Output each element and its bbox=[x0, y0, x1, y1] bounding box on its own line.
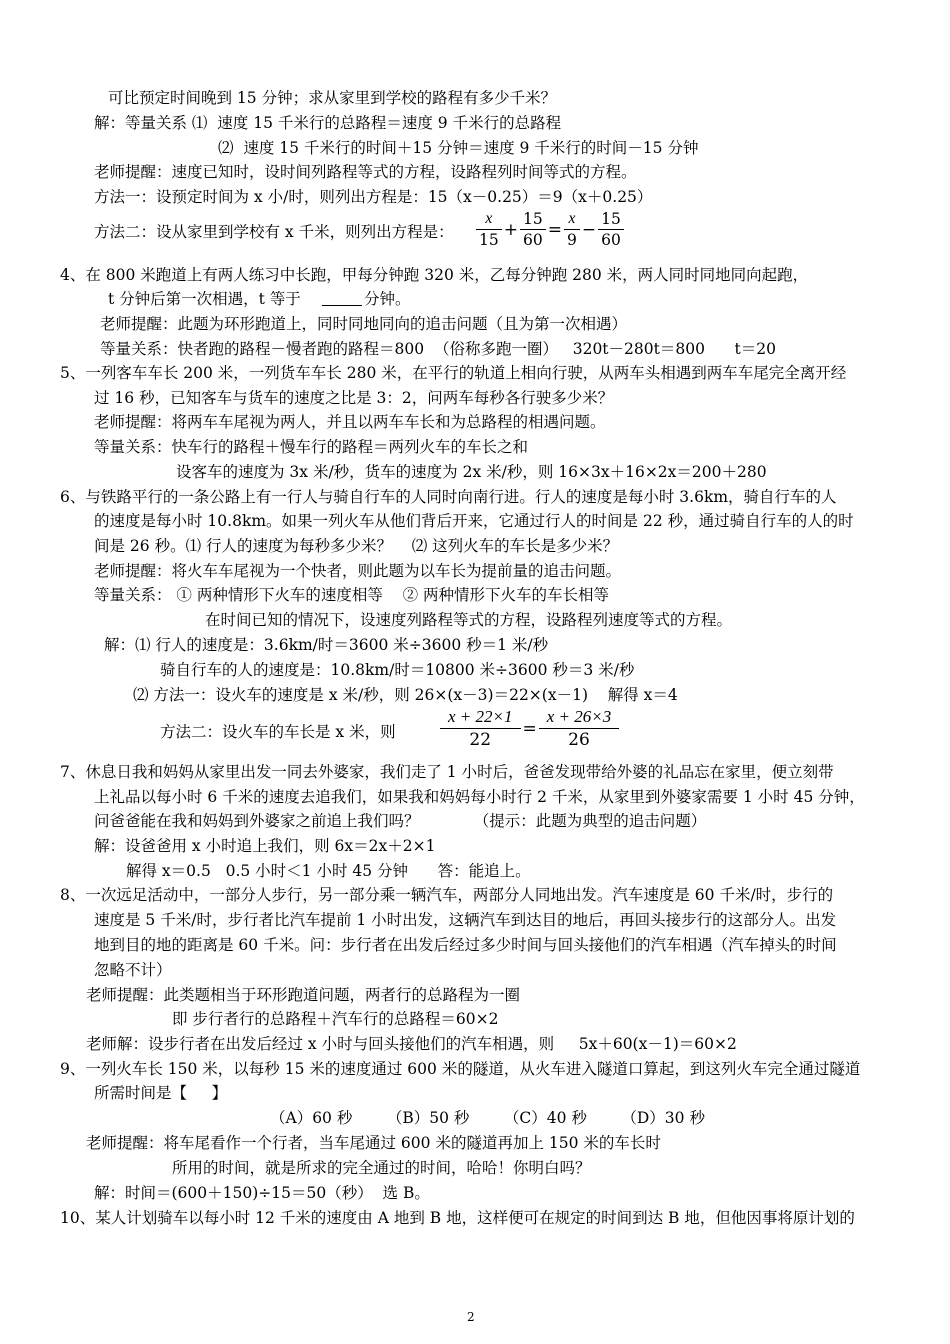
text-line: 等量关系：快车行的路程＋慢车行的路程＝两列火车的车长之和 bbox=[94, 438, 529, 456]
text-line: ⑵ 方法一：设火车的速度是 x 米/秒，则 26×(x－3)＝22×(x－1) 解得 x＝4 bbox=[133, 686, 678, 704]
equation-fraction: $\frac{x + 22\times 1}{22}$ = $\frac{x + 26\times 3}{26}$ bbox=[438, 706, 621, 751]
text-line: 方法一：设预定时间为 x 小/时，则列出方程是：15（x－0.25）＝9（x＋0.25） bbox=[94, 188, 653, 206]
text-line: 解：⑴ 行人的速度是：3.6km/时＝3600 米÷3600 秒＝1 米/秒 bbox=[104, 636, 549, 654]
text-line: 可比预定时间晚到 15 分钟；求从家里到学校的路程有多少千米？ bbox=[108, 89, 557, 107]
question-6: 6、与铁路平行的一条公路上有一行人与骑自行车的人同时向南行进。行人的速度是每小时 3.6km，骑自行车的人 bbox=[60, 488, 837, 506]
text-line: 骑自行车的人的速度是：10.8km/时＝10800 米÷3600 秒＝3 米/秒 bbox=[160, 661, 635, 679]
text-line: 上礼品以每小时 6 千米的速度去追我们，如果我和妈妈每小时行 2 千米，从家里到外婆家需要 1 小时 45 分钟， bbox=[94, 788, 865, 806]
text-line: 解得 x＝0.5 0.5 小时＜1 小时 45 分钟 答：能追上。 bbox=[126, 862, 531, 880]
teacher-hint: 老师提醒：将车尾看作一个行者，当车尾通过 600 米的隧道再加上 150 米的车长时 bbox=[86, 1134, 661, 1152]
text-line: 过 16 秒，已知客车与货车的速度之比是 3：2，问两车每秒各行驶多少米？ bbox=[94, 389, 614, 407]
teacher-hint: 老师提醒：速度已知时，设时间列路程等式的方程，设路程列时间等式的方程。 bbox=[94, 163, 637, 181]
question-9: 9、一列火车长 150 米，以每秒 15 米的速度通过 600 米的隧道，从火车进入隧道口算起，到这列火车完全通过隧道 bbox=[60, 1060, 861, 1078]
text-line: 分钟。 bbox=[364, 290, 411, 308]
text-line: 的速度是每小时 10.8km。如果一列火车从他们背后开来，它通过行人的时间是 22 秒，通过骑自行车的人的时 bbox=[94, 512, 854, 530]
question-8: 8、一次远足活动中，一部分人步行，另一部分乘一辆汽车，两部分人同地出发。汽车速度是 60 千米/时，步行的 bbox=[60, 886, 834, 904]
text-line: 忽略不计） bbox=[94, 961, 172, 979]
text-line: 解：时间＝(600＋150)÷15＝50（秒） 选 B。 bbox=[94, 1184, 430, 1202]
text-line: 老师解：设步行者在出发后经过 x 小时与回头接他们的汽车相遇，则 5x＋60(x－1)＝60×2 bbox=[86, 1035, 737, 1053]
equation-fraction: $\frac{x}{15}$ + $\frac{15}{60}$ = $\frac{x}{9}$ − $\frac{15}{60}$ bbox=[474, 209, 626, 250]
text-line: 等量关系：快者跑的路程－慢者跑的路程＝800 （俗称多跑一圈） 320t－280t＝800 t＝20 bbox=[100, 340, 776, 358]
question-4: 4、在 800 米跑道上有两人练习中长跑，甲每分钟跑 320 米，乙每分钟跑 280 米，两人同时同地同向起跑， bbox=[60, 266, 809, 284]
text-line: 在时间已知的情况下，设速度列路程等式的方程，设路程列速度等式的方程。 bbox=[205, 611, 733, 629]
text-line: 方法二：设火车的车长是 x 米，则 bbox=[160, 723, 396, 741]
question-7: 7、休息日我和妈妈从家里出发一同去外婆家，我们走了 1 小时后，爸爸发现带给外婆的礼品忘在家里，便立刻带 bbox=[60, 763, 834, 781]
answer-options: （A）60 秒 （B）50 秒 （C）40 秒 （D）30 秒 bbox=[270, 1109, 705, 1127]
text-line: 所用的时间，就是所求的完全通过的时间，哈哈！你明白吗？ bbox=[172, 1159, 591, 1177]
text-line: 设客车的速度为 3x 米/秒，货车的速度为 2x 米/秒，则 16×3x＋16×2x＝200＋280 bbox=[176, 463, 767, 481]
text-line: 即 步行者行的总路程＋汽车行的总路程＝60×2 bbox=[172, 1010, 499, 1028]
question-10: 10、某人计划骑车以每小时 12 千米的速度由 A 地到 B 地，这样便可在规定的时间到达 B 地，但他因事将原计划的 bbox=[60, 1209, 855, 1227]
text-line: 速度是 5 千米/时，步行者比汽车提前 1 小时出发，这辆汽车到达目的地后，再回头接步行的这部分人。出发 bbox=[94, 911, 837, 929]
text-line: t 分钟后第一次相遇，t 等于 bbox=[108, 290, 301, 308]
page-number: 2 bbox=[467, 1310, 475, 1324]
text-line: 间是 26 秒。⑴ 行人的速度为每秒多少米？ ⑵ 这列火车的车长是多少米？ bbox=[94, 537, 619, 555]
answer-blank bbox=[322, 305, 362, 306]
text-line: 地到目的地的距离是 60 千米。问：步行者在出发后经过多少时间与回头接他们的汽车相遇（汽车掉头的时间 bbox=[94, 936, 837, 954]
text-line: 方法二：设从家里到学校有 x 千米，则列出方程是： bbox=[94, 223, 454, 241]
text-line: 所需时间是【 】 bbox=[94, 1084, 228, 1102]
text-line: 问爸爸能在我和妈妈到外婆家之前追上我们吗？ （提示：此题为典型的追击问题） bbox=[94, 812, 707, 830]
teacher-hint: 老师提醒：此类题相当于环形跑道问题，两者行的总路程为一圈 bbox=[86, 986, 521, 1004]
text-line: ⑵ 速度 15 千米行的时间＋15 分钟＝速度 9 千米行的时间－15 分钟 bbox=[218, 139, 699, 157]
teacher-hint: 老师提醒：将两车车尾视为两人，并且以两车车长和为总路程的相遇问题。 bbox=[94, 413, 606, 431]
text-line: 等量关系： ① 两种情形下火车的速度相等 ② 两种情形下火车的车长相等 bbox=[94, 586, 609, 604]
teacher-hint: 老师提醒：将火车车尾视为一个快者，则此题为以车长为提前量的追击问题。 bbox=[94, 562, 622, 580]
teacher-hint: 老师提醒：此题为环形跑道上，同时同地同向的追击问题（且为第一次相遇） bbox=[100, 315, 628, 333]
question-5: 5、一列客车车长 200 米，一列货车车长 280 米，在平行的轨道上相向行驶，从两车头相遇到两车车尾完全离开经 bbox=[60, 364, 847, 382]
text-line: 解：等量关系 ⑴ 速度 15 千米行的总路程＝速度 9 千米行的总路程 bbox=[94, 114, 562, 132]
text-line: 解：设爸爸用 x 小时追上我们，则 6x＝2x＋2×1 bbox=[94, 837, 436, 855]
